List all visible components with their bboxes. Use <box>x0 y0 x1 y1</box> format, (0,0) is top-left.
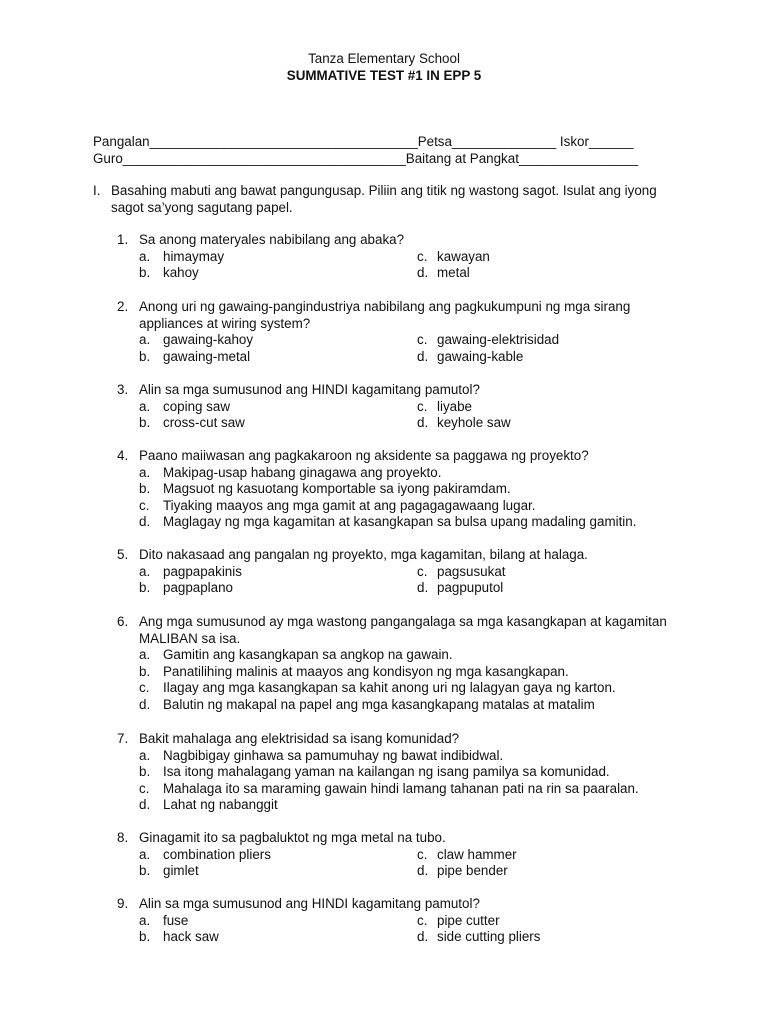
option-c: c. claw hammer <box>417 846 517 862</box>
question-text: Alin sa mga sumusunod ang HINDI kagamitang pamutol? <box>139 896 480 911</box>
question-number: 8. <box>117 830 129 845</box>
option-b: b. kahoy <box>139 265 199 281</box>
option-c: c. Mahalaga ito sa maraming gawain hindi lamang tahanan pati na rin sa paaralan. <box>139 780 639 796</box>
option-b: b. Panatilihing malinis at maayos ang kondisyon ng mga kasangkapan. <box>139 663 569 679</box>
name-date-score-line: Pangalan____________________________________Petsa______________ Iskor______ <box>93 134 634 149</box>
question-number: 2. <box>117 299 129 314</box>
option-a: a. coping saw <box>139 398 230 414</box>
question-text: Paano maiiwasan ang pagkakaroon ng aksidente sa paggawa ng proyekto? <box>139 448 589 463</box>
option-a: a. Gamitin ang kasangkapan sa angkop na gawain. <box>139 647 453 663</box>
option-c: c. pagsusukat <box>417 563 506 579</box>
option-a: a. pagpapakinis <box>139 563 242 579</box>
option-c: c. pipe cutter <box>417 912 500 928</box>
question-number: 4. <box>117 448 129 463</box>
option-d: d. Maglagay ng mga kagamitan at kasangkapan sa bulsa upang madaling gamitin. <box>139 514 637 530</box>
section-instruction: Basahing mabuti ang bawat pangungusap. Piliin ang titik ng wastong sagot. Isulat ang iyong sagot sa’yong sagutang papel. <box>111 183 657 215</box>
question-text: Dito nakasaad ang pangalan ng proyekto, mga kagamitan, bilang at halaga. <box>139 547 588 562</box>
option-a: a. himaymay <box>139 248 225 264</box>
question-text: Alin sa mga sumusunod ang HINDI kagamitang pamutol? <box>139 382 480 397</box>
option-c: c. gawaing-elektrisidad <box>417 332 560 348</box>
section-number: I. <box>93 183 101 198</box>
option-b: b. cross-cut saw <box>139 415 245 431</box>
option-d: d. Balutin ng makapal na papel ang mga kasangkapang matalas at matalim <box>139 696 595 712</box>
option-d: d. gawaing-kable <box>417 348 524 364</box>
question-number: 1. <box>117 232 129 247</box>
option-b: b. gimlet <box>139 863 199 879</box>
school-name: Tanza Elementary School <box>308 51 460 66</box>
question-9 <box>117 896 677 946</box>
option-a: a. Nagbibigay ginhawa sa pamumuhay ng bawat indibidwal. <box>139 747 504 763</box>
option-d: d. keyhole saw <box>417 415 511 431</box>
option-c: c. liyabe <box>417 398 472 414</box>
option-c: c. Tiyaking maayos ang mga gamit at ang pagagagawaang lugar. <box>139 497 536 513</box>
question-3 <box>117 382 677 432</box>
option-b: b. pagpaplano <box>139 580 234 596</box>
option-a: a. gawaing-kahoy <box>139 332 254 348</box>
question-7 <box>117 731 677 814</box>
question-number: 5. <box>117 547 129 562</box>
question-number: 6. <box>117 614 129 629</box>
option-b: b. gawaing-metal <box>139 348 251 364</box>
question-number: 3. <box>117 382 129 397</box>
question-4 <box>117 448 677 531</box>
option-a: a. fuse <box>139 912 189 928</box>
question-2 <box>117 299 677 365</box>
option-a: a. combination pliers <box>139 846 271 862</box>
question-text: Sa anong materyales nabibilang ang abaka? <box>139 232 405 247</box>
question-text: Bakit mahalaga ang elektrisidad sa isang komunidad? <box>139 731 460 746</box>
option-d: d. pagpuputol <box>417 580 504 596</box>
question-text: Ginagamit ito sa pagbaluktot ng mga metal na tubo. <box>139 830 446 845</box>
option-d: d. side cutting pliers <box>417 929 541 945</box>
option-b: b. Magsuot ng kasuotang komportable sa iyong pakiramdam. <box>139 481 511 497</box>
question-text: Ang mga sumusunod ay mga wastong pangangalaga sa mga kasangkapan at kagamitan MALIBAN sa isa. <box>139 614 667 646</box>
option-d: d. Lahat ng nabanggit <box>139 797 278 813</box>
question-6 <box>117 614 677 714</box>
option-d: d. metal <box>417 265 470 281</box>
option-a: a. Makipag-usap habang ginagawa ang proyekto. <box>139 464 442 480</box>
question-8 <box>117 830 677 880</box>
option-b: b. Isa itong mahalagang yaman na kailangan ng isang pamilya sa komunidad. <box>139 764 610 780</box>
question-number: 9. <box>117 896 129 911</box>
test-title: SUMMATIVE TEST #1 IN EPP 5 <box>286 68 482 83</box>
question-text: Anong uri ng gawaing-pangindustriya nabibilang ang pagkukumpuni ng mga sirang appliances at wiring system? <box>139 299 631 331</box>
question-number: 7. <box>117 731 129 746</box>
question-1 <box>117 232 677 282</box>
option-c: c. Ilagay ang mga kasangkapan sa kahit anong uri ng lalagyan gaya ng karton. <box>139 680 616 696</box>
question-5 <box>117 547 677 597</box>
option-d: d. pipe bender <box>417 863 508 879</box>
option-b: b. hack saw <box>139 929 219 945</box>
teacher-grade-line: Guro______________________________________Baitang at Pangkat________________ <box>93 151 639 166</box>
option-c: c. kawayan <box>417 248 490 264</box>
